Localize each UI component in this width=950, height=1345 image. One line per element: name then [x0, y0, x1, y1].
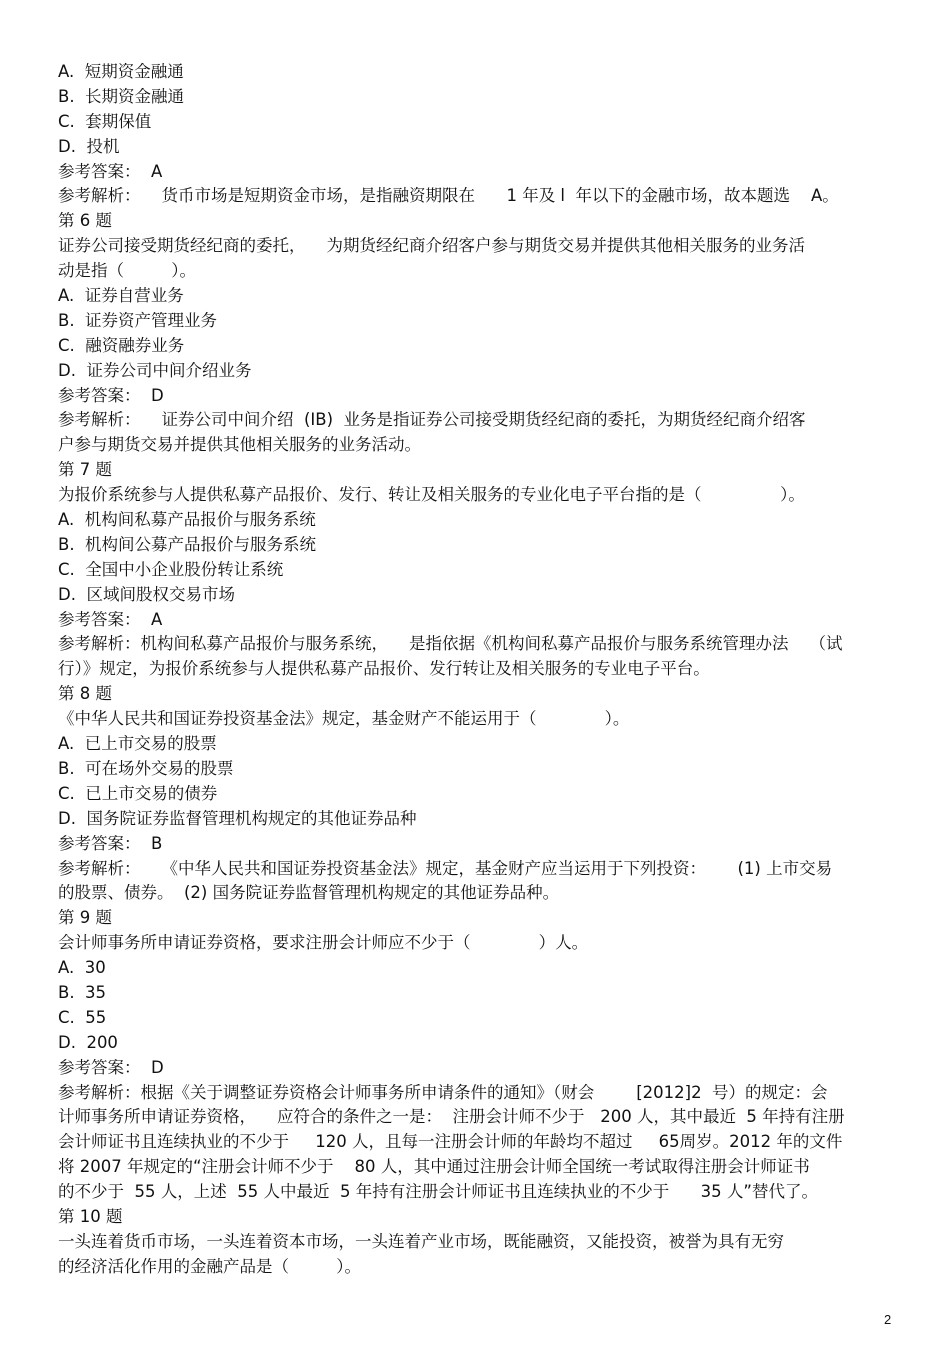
text-line: B. 机构间公募产品报价与服务系统: [58, 534, 317, 554]
text-line: B. 35: [58, 982, 107, 1002]
text-line: C. 套期保值: [58, 111, 152, 131]
text-line: A. 短期资金融通: [58, 62, 184, 81]
text-line: B. 证券资产管理业务: [58, 310, 218, 330]
text-line: B. 可在场外交易的股票: [58, 758, 234, 778]
text-line: D. 国务院证券监督管理机构规定的其他证券品种: [58, 808, 417, 828]
text-line: 户参与期货交易并提供其他相关服务的业务活动。: [58, 435, 421, 455]
document-body: [58, 60, 898, 1280]
text-line: 参考答案： B: [58, 833, 163, 853]
text-line: A. 机构间私募产品报价与服务系统: [58, 510, 316, 530]
text-line: 为报价系统参与人提供私募产品报价、发行、转让及相关服务的专业化电子平台指的是（ ）。: [58, 485, 805, 505]
text-line: B. 长期资金融通: [58, 86, 185, 106]
text-line: 计师事务所申请证券资格， 应符合的条件之一是： 注册会计师不少于 200 人，其中最近 5 年持有注册: [58, 1107, 845, 1127]
text-line: A. 30: [58, 958, 106, 978]
text-line: D. 投机: [58, 136, 120, 156]
text-line: 一头连着货币市场，一头连着资本市场，一头连着产业市场，既能融资，又能投资，被誉为具有无穷: [58, 1231, 784, 1251]
text-line: 将 2007 年规定的“注册会计师不少于 80 人，其中通过注册会计师全国统一考试取得注册会计师证书: [58, 1157, 810, 1177]
text-line: C. 55: [58, 1007, 107, 1027]
text-line: 第 8 题: [58, 684, 112, 704]
text-line: 参考答案： A: [58, 161, 163, 181]
text-line: 行）》规定，为报价系统参与人提供私募产品报价、发行转让及相关服务的专业电子平台。: [58, 659, 710, 679]
text-line: A. 证券自营业务: [58, 286, 184, 306]
text-line: C. 融资融券业务: [58, 335, 185, 355]
text-line: 第 7 题: [58, 460, 112, 480]
text-line: C. 全国中小企业股份转让系统: [58, 559, 284, 579]
text-line: C. 已上市交易的债券: [58, 783, 218, 803]
text-line: 会计师事务所申请证券资格，要求注册会计师应不少于（ ）人。: [58, 933, 589, 953]
text-line: 参考解析：根据《关于调整证券资格会计师事务所申请条件的通知》（财会 [2012]2 号）的规定：会: [58, 1082, 828, 1102]
text-line: 第 9 题: [58, 908, 112, 928]
text-line: 动是指（ ）。: [58, 261, 196, 281]
text-line: 参考答案： A: [58, 609, 163, 629]
text-line: 参考解析：机构间私募产品报价与服务系统， 是指依据《机构间私募产品报价与服务系统管理办法 （试: [58, 634, 843, 654]
page-number: 2: [884, 1312, 892, 1327]
text-line: 参考解析： 证券公司中间介绍 (IB) 业务是指证券公司接受期货经纪商的委托，为期货经纪商介绍客: [58, 410, 806, 430]
text-line: 《中华人民共和国证券投资基金法》规定，基金财产不能运用于（ ）。: [58, 709, 630, 729]
text-line: A. 已上市交易的股票: [58, 734, 217, 754]
text-line: 参考答案： D: [58, 1057, 164, 1077]
text-line: 证券公司接受期货经纪商的委托， 为期货经纪商介绍客户参与期货交易并提供其他相关服务的业务活: [58, 236, 805, 256]
text-line: 的股票、债券。 (2) 国务院证券监督管理机构规定的其他证券品种。: [58, 883, 560, 903]
text-line: 会计师证书且连续执业的不少于 120 人，且每一注册会计师的年龄均不超过 65周岁。2012 年的文件: [58, 1132, 843, 1152]
text-line: 的经济活化作用的金融产品是（ ）。: [58, 1256, 361, 1276]
text-line: 参考解析： 《中华人民共和国证券投资基金法》规定，基金财产应当运用于下列投资： (1) 上市交易: [58, 858, 833, 878]
text-line: 参考解析： 货币市场是短期资金市场，是指融资期限在 1 年及 l 年以下的金融市场，故本题选 A。: [58, 186, 839, 206]
text-line: 的不少于 55 人，上述 55 人中最近 5 年持有注册会计师证书且连续执业的不少于 35 人”替代了。: [58, 1182, 818, 1202]
text-line: 第 6 题: [58, 211, 112, 231]
text-line: 参考答案： D: [58, 385, 164, 405]
text-line: 第 10 题: [58, 1206, 123, 1226]
text-line: D. 证券公司中间介绍业务: [58, 360, 252, 380]
text-line: D. 区域间股权交易市场: [58, 584, 235, 604]
text-line: D. 200: [58, 1032, 118, 1052]
